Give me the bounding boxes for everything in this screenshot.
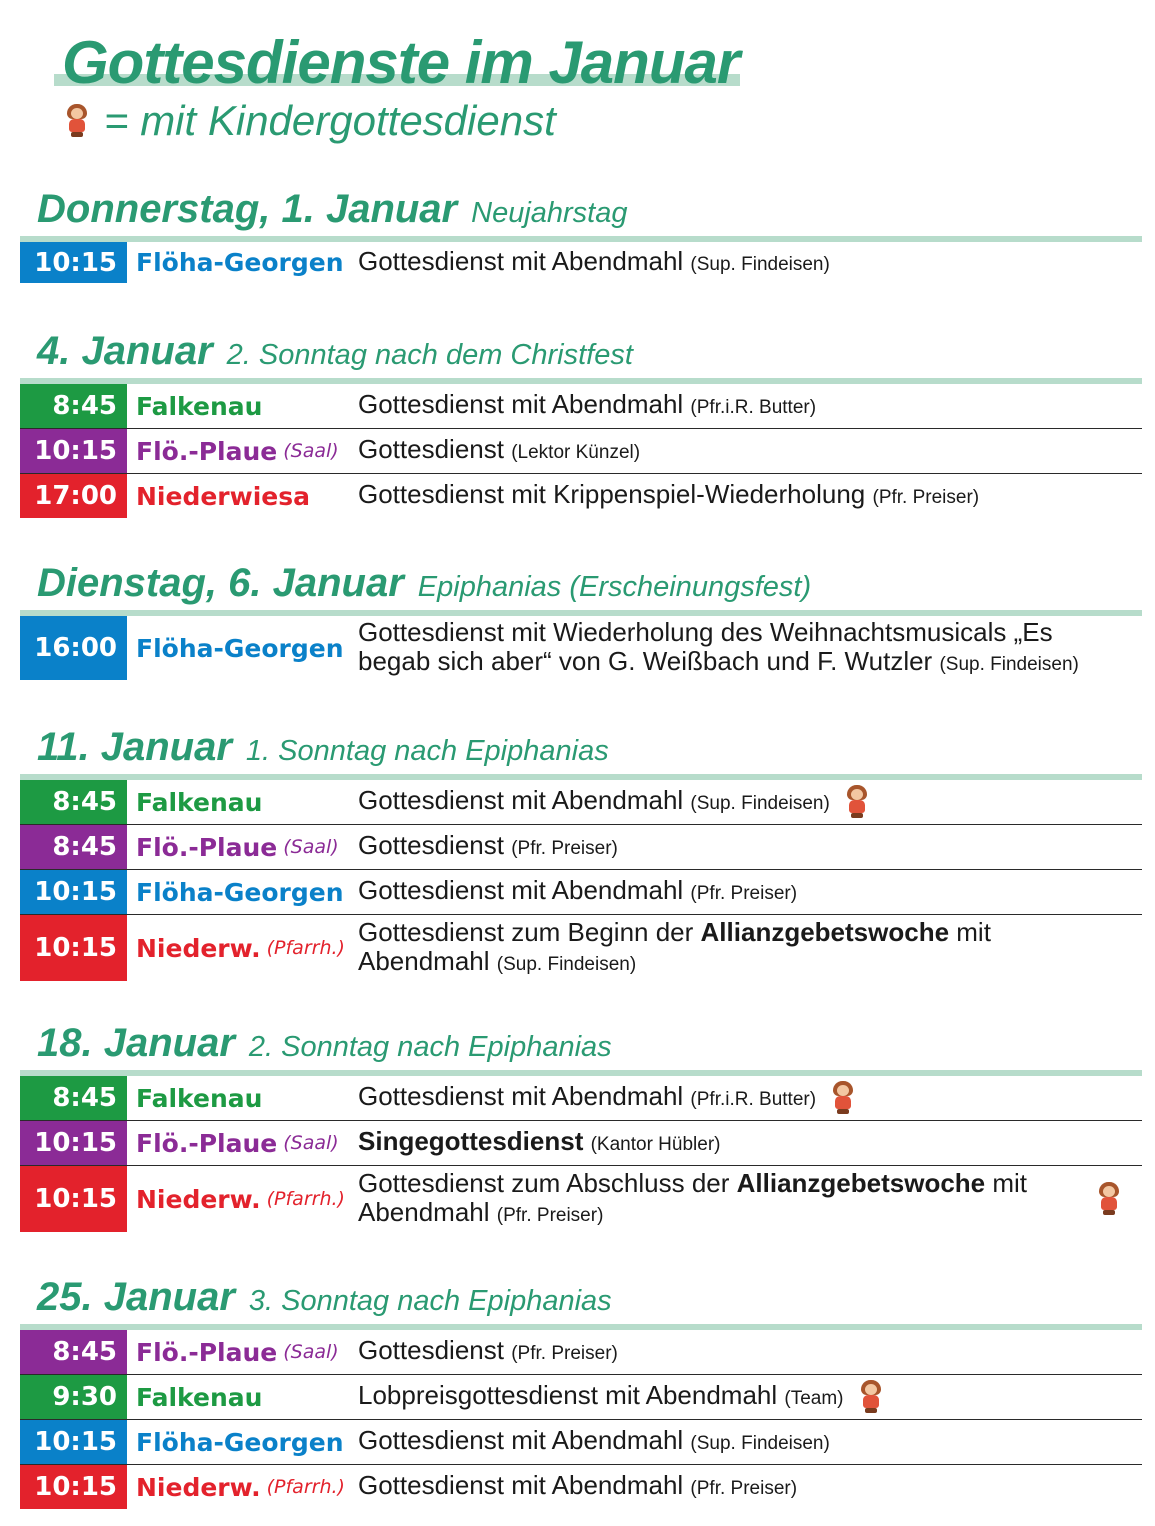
description-text xyxy=(358,1082,816,1114)
section-date xyxy=(37,329,633,374)
description-text xyxy=(358,480,979,512)
service-location xyxy=(127,1465,349,1509)
description-text xyxy=(358,1127,720,1159)
service-description xyxy=(349,429,1142,473)
occasion-label: 1. Sonntag nach Epiphanias xyxy=(245,735,609,767)
service-location xyxy=(127,1166,349,1232)
date-label: 4. Januar xyxy=(37,329,213,373)
location-name: Niederw. xyxy=(136,1472,261,1502)
service-description xyxy=(349,1076,1142,1120)
service-time: 8:45 xyxy=(20,1076,127,1120)
location-name: Flö.-Plaue xyxy=(136,1128,278,1158)
service-row xyxy=(20,1375,1142,1420)
service-description xyxy=(349,1166,1142,1232)
service-row xyxy=(20,616,1142,680)
section-date xyxy=(37,187,628,232)
location-room: (Pfarrh.) xyxy=(266,1188,345,1210)
service-location xyxy=(127,1121,349,1165)
description-text xyxy=(358,435,640,467)
description-text xyxy=(358,390,816,422)
officiant: (Pfr. Preiser) xyxy=(511,1343,618,1364)
description-part: Gottesdienst mit Abendmahl xyxy=(358,875,684,905)
service-description xyxy=(349,1121,1142,1165)
service-time: 9:30 xyxy=(20,1375,127,1419)
service-time: 10:15 xyxy=(20,242,127,283)
location-name: Falkenau xyxy=(136,1382,263,1412)
description-part: Gottesdienst zum Abschluss der xyxy=(358,1167,730,1198)
service-time: 10:15 xyxy=(20,870,127,914)
service-row xyxy=(20,474,1142,518)
officiant: (Pfr.i.R. Butter) xyxy=(690,397,817,418)
location-room: (Saal) xyxy=(283,836,339,858)
service-row xyxy=(20,384,1142,429)
service-row xyxy=(20,870,1142,915)
service-location xyxy=(127,384,349,428)
location-name: Flöha-Georgen xyxy=(136,1427,344,1457)
section-date xyxy=(37,1021,612,1066)
date-label: 18. Januar xyxy=(37,1021,235,1065)
service-time: 10:15 xyxy=(20,429,127,473)
section-heading xyxy=(20,330,1142,378)
description-part: Gottesdienst zum Beginn der xyxy=(358,916,694,947)
location-room: (Pfarrh.) xyxy=(266,937,345,959)
description-text xyxy=(358,876,797,908)
section-heading xyxy=(20,726,1142,774)
description-part: Lobpreisgottesdienst mit Abendmahl xyxy=(358,1380,778,1410)
location-room: (Saal) xyxy=(283,1341,339,1363)
service-description xyxy=(349,1465,1142,1509)
service-row xyxy=(20,1076,1142,1121)
location-name: Flö.-Plaue xyxy=(136,436,278,466)
service-time: 17:00 xyxy=(20,474,127,518)
description-text xyxy=(358,618,1122,679)
description-part: Gottesdienst mit Abendmahl xyxy=(358,245,684,276)
description-part: Gottesdienst mit Abendmahl xyxy=(358,1470,684,1500)
service-time: 10:15 xyxy=(20,1465,127,1509)
service-row xyxy=(20,242,1142,283)
service-time: 8:45 xyxy=(20,780,127,824)
service-time: 10:15 xyxy=(20,1121,127,1165)
description-part: Gottesdienst mit Wiederholung des Weihnachtsmusicals „Es begab sich aber“ von G. Weißbach und F. Wutzler xyxy=(358,616,1053,676)
date-label: Donnerstag, 1. Januar xyxy=(37,187,458,231)
service-description xyxy=(349,384,1142,428)
kindergottesdienst-icon xyxy=(64,104,90,138)
service-location xyxy=(127,1375,349,1419)
section-date xyxy=(37,1275,612,1320)
occasion-label: 2. Sonntag nach Epiphanias xyxy=(248,1031,612,1063)
description-part: Gottesdienst xyxy=(358,830,504,860)
officiant: (Lektor Künzel) xyxy=(511,442,641,463)
officiant: (Sup. Findeisen) xyxy=(690,253,830,275)
kindergottesdienst-icon xyxy=(858,1380,884,1414)
service-time: 10:15 xyxy=(20,915,127,981)
service-row xyxy=(20,1420,1142,1465)
location-name: Niederw. xyxy=(136,933,261,963)
service-day-section xyxy=(20,1276,1142,1509)
description-part: Gottesdienst xyxy=(358,434,504,464)
description-part: Gottesdienst mit Abendmahl xyxy=(358,1425,684,1455)
kindergottesdienst-icon xyxy=(1096,1182,1122,1216)
officiant: (Sup. Findeisen) xyxy=(939,653,1079,675)
service-location xyxy=(127,1330,349,1374)
location-name: Flöha-Georgen xyxy=(136,877,344,907)
kindergottesdienst-icon xyxy=(830,1081,856,1115)
location-name: Falkenau xyxy=(136,391,263,421)
service-location xyxy=(127,780,349,824)
service-location xyxy=(127,474,349,518)
service-location xyxy=(127,429,349,473)
date-label: 11. Januar xyxy=(37,725,232,769)
service-location xyxy=(127,870,349,914)
description-part: Gottesdienst mit Abendmahl xyxy=(358,389,684,419)
service-description xyxy=(349,915,1142,981)
description-text xyxy=(358,1336,618,1368)
legend xyxy=(64,96,556,146)
officiant: (Pfr. Preiser) xyxy=(511,838,618,859)
section-date xyxy=(37,725,609,770)
service-description xyxy=(349,1330,1142,1374)
service-time: 8:45 xyxy=(20,384,127,428)
description-text xyxy=(358,247,830,279)
description-part: Gottesdienst mit Abendmahl xyxy=(358,785,684,815)
service-time: 10:15 xyxy=(20,1166,127,1232)
service-description xyxy=(349,1420,1142,1464)
service-description xyxy=(349,616,1142,680)
service-location xyxy=(127,825,349,869)
service-day-section xyxy=(20,726,1142,981)
description-part: Gottesdienst mit Krippenspiel-Wiederholung xyxy=(358,479,866,509)
service-day-section xyxy=(20,330,1142,518)
officiant: (Sup. Findeisen) xyxy=(496,953,637,975)
page-title: Gottesdienste im Januar xyxy=(62,29,740,96)
service-day-section xyxy=(20,562,1142,680)
description-text xyxy=(358,831,618,863)
service-time: 10:15 xyxy=(20,1420,127,1464)
location-room: (Saal) xyxy=(283,1132,339,1154)
service-day-section xyxy=(20,1022,1142,1232)
service-description xyxy=(349,1375,1142,1419)
section-date xyxy=(37,561,811,606)
date-label: 25. Januar xyxy=(37,1275,235,1319)
description-part: mit Abendmahl xyxy=(358,1167,1028,1227)
location-name: Flöha-Georgen xyxy=(136,633,344,663)
description-text xyxy=(358,918,1122,979)
service-location xyxy=(127,915,349,981)
service-location xyxy=(127,242,349,283)
date-label: Dienstag, 6. Januar xyxy=(37,561,404,605)
kindergottesdienst-icon xyxy=(844,785,870,819)
officiant: (Sup. Findeisen) xyxy=(690,793,830,814)
legend-text: = mit Kindergottesdienst xyxy=(104,97,556,144)
description-text xyxy=(358,786,830,818)
description-part: Gottesdienst mit Abendmahl xyxy=(358,1081,684,1111)
service-time: 16:00 xyxy=(20,616,127,680)
location-name: Flö.-Plaue xyxy=(136,832,278,862)
description-text xyxy=(358,1381,844,1413)
section-heading xyxy=(20,562,1142,610)
service-description xyxy=(349,825,1142,869)
description-highlight: Singegottesdienst xyxy=(358,1126,584,1156)
service-row xyxy=(20,1330,1142,1375)
service-description xyxy=(349,242,1142,283)
section-heading xyxy=(20,188,1142,236)
service-row xyxy=(20,1166,1142,1232)
officiant: (Pfr.i.R. Butter) xyxy=(690,1089,817,1110)
service-row xyxy=(20,1121,1142,1166)
service-row xyxy=(20,1465,1142,1509)
description-highlight: Allianzgebetswoche xyxy=(700,916,950,947)
occasion-label: 3. Sonntag nach Epiphanias xyxy=(248,1285,612,1317)
location-name: Niederw. xyxy=(136,1184,261,1214)
description-text xyxy=(358,1426,830,1458)
section-heading xyxy=(20,1276,1142,1324)
service-row xyxy=(20,915,1142,981)
service-location xyxy=(127,1420,349,1464)
description-part: mit Abendmahl xyxy=(358,916,991,976)
service-day-section xyxy=(20,188,1142,283)
location-name: Falkenau xyxy=(136,1083,263,1113)
officiant: (Kantor Hübler) xyxy=(590,1134,721,1155)
location-room: (Pfarrh.) xyxy=(266,1476,345,1498)
location-name: Niederwiesa xyxy=(136,481,310,511)
service-description xyxy=(349,870,1142,914)
service-location xyxy=(127,1076,349,1120)
service-description xyxy=(349,474,1142,518)
location-name: Flöha-Georgen xyxy=(136,248,344,277)
officiant: (Sup. Findeisen) xyxy=(690,1433,830,1454)
officiant: (Pfr. Preiser) xyxy=(690,1478,798,1499)
service-row xyxy=(20,429,1142,474)
officiant: (Pfr. Preiser) xyxy=(872,487,980,508)
service-row xyxy=(20,825,1142,870)
officiant: (Team) xyxy=(784,1388,844,1409)
officiant: (Pfr. Preiser) xyxy=(496,1204,604,1226)
occasion-label: Neujahrstag xyxy=(471,197,628,229)
service-time: 8:45 xyxy=(20,825,127,869)
description-text xyxy=(358,1471,797,1503)
location-name: Falkenau xyxy=(136,787,263,817)
description-highlight: Allianzgebetswoche xyxy=(736,1167,986,1198)
description-text xyxy=(358,1169,1082,1230)
service-time: 8:45 xyxy=(20,1330,127,1374)
description-part: Gottesdienst xyxy=(358,1335,504,1365)
service-location xyxy=(127,616,349,680)
officiant: (Pfr. Preiser) xyxy=(690,883,798,904)
occasion-label: 2. Sonntag nach dem Christfest xyxy=(226,339,633,371)
service-row xyxy=(20,780,1142,825)
location-room: (Saal) xyxy=(283,440,339,462)
section-heading xyxy=(20,1022,1142,1070)
location-name: Flö.-Plaue xyxy=(136,1337,278,1367)
service-description xyxy=(349,780,1142,824)
occasion-label: Epiphanias (Erscheinungsfest) xyxy=(417,571,812,603)
